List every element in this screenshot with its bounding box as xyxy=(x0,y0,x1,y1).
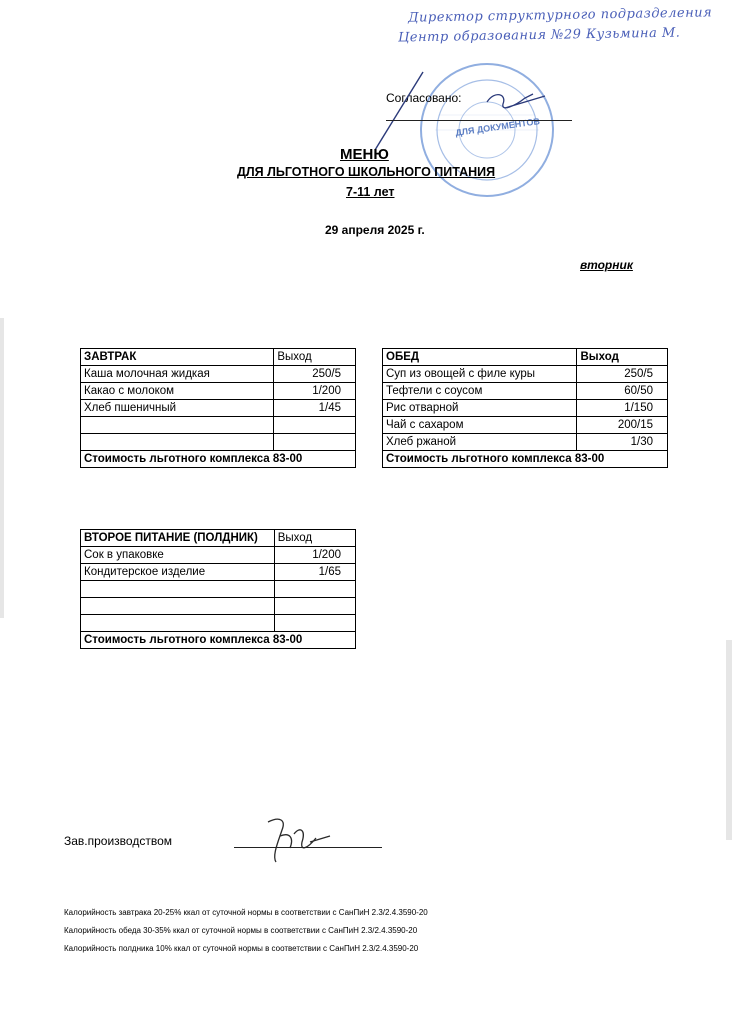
table-footer-row xyxy=(81,632,356,649)
table-row xyxy=(383,417,668,434)
table-row xyxy=(383,383,668,400)
table-row xyxy=(383,434,668,451)
dish-output xyxy=(274,434,356,451)
table-row xyxy=(383,366,668,383)
dish-name: Какао с молоком xyxy=(81,383,274,400)
table-row xyxy=(81,434,356,451)
dish-name: Кондитерское изделие xyxy=(81,564,275,581)
snack-cost: Стоимость льготного комплекса 83-00 xyxy=(81,632,356,649)
dish-name xyxy=(81,598,275,615)
dish-name: Каша молочная жидкая xyxy=(81,366,274,383)
dish-name xyxy=(81,615,275,632)
handwritten-approval-line-1: Директор структурного подразделения xyxy=(407,5,713,26)
dish-name: Чай с сахаром xyxy=(383,417,577,434)
dish-name: Сок в упаковке xyxy=(81,547,275,564)
lunch-cost: Стоимость льготного комплекса 83-00 xyxy=(383,451,668,468)
approval-label: Согласовано: xyxy=(386,91,462,105)
menu-date: 29 апреля 2025 г. xyxy=(325,223,425,237)
approval-signature-mark xyxy=(355,68,565,158)
table-row xyxy=(81,598,356,615)
production-manager-signature xyxy=(260,812,340,872)
table-row xyxy=(81,417,356,434)
dish-name: Суп из овощей с филе куры xyxy=(383,366,577,383)
dish-name xyxy=(81,417,274,434)
stamp-text: ДЛЯ ДОКУМЕНТОВ xyxy=(454,116,541,138)
dish-output: 250/5 xyxy=(577,366,668,383)
lunch-table xyxy=(382,348,668,468)
table-row xyxy=(81,383,356,400)
table-row xyxy=(81,564,356,581)
dish-output: 1/45 xyxy=(274,400,356,417)
dish-output: 200/15 xyxy=(577,417,668,434)
dish-output: 1/65 xyxy=(274,564,355,581)
dish-output xyxy=(274,598,355,615)
table-header-row xyxy=(81,530,356,547)
dish-output xyxy=(274,581,355,598)
dish-name: Тефтели с соусом xyxy=(383,383,577,400)
table-footer-row xyxy=(383,451,668,468)
age-group: 7-11 лет xyxy=(346,185,395,199)
menu-subtitle: ДЛЯ ЛЬГОТНОГО ШКОЛЬНОГО ПИТАНИЯ xyxy=(237,165,496,179)
table-row xyxy=(81,547,356,564)
dish-name: Хлеб пшеничный xyxy=(81,400,274,417)
table-row xyxy=(81,400,356,417)
dish-name xyxy=(81,581,275,598)
table-footer-row xyxy=(81,451,356,468)
scan-edge-left xyxy=(0,318,4,618)
menu-title: МЕНЮ xyxy=(340,146,389,163)
lunch-header: ОБЕД xyxy=(383,349,577,366)
table-row xyxy=(81,581,356,598)
dish-output: 1/30 xyxy=(577,434,668,451)
handwritten-approval-line-2: Центр образования №29 Кузьмина М. xyxy=(397,25,681,46)
dish-output: 1/200 xyxy=(274,383,356,400)
production-manager-label: Зав.производством xyxy=(64,834,172,848)
calorie-note-breakfast: Калорийность завтрака 20-25% ккал от суточной нормы в соответствии с СанПиН 2.3/2.4.3590-20 xyxy=(64,908,428,917)
production-manager-signature-line xyxy=(234,847,382,848)
dish-output xyxy=(274,417,356,434)
breakfast-output-header: Выход xyxy=(274,349,356,366)
dish-output xyxy=(274,615,355,632)
breakfast-header: ЗАВТРАК xyxy=(81,349,274,366)
snack-output-header: Выход xyxy=(274,530,355,547)
dish-output: 1/150 xyxy=(577,400,668,417)
approval-signature-line xyxy=(386,120,572,121)
table-row xyxy=(81,366,356,383)
dish-name: Рис отварной xyxy=(383,400,577,417)
dish-output: 60/50 xyxy=(577,383,668,400)
table-row xyxy=(383,400,668,417)
weekday: вторник xyxy=(580,258,633,272)
calorie-note-snack: Калорийность полдника 10% ккал от суточной нормы в соответствии с СанПиН 2.3/2.4.3590-20 xyxy=(64,944,419,953)
dish-name: Хлеб ржаной xyxy=(383,434,577,451)
table-row xyxy=(81,615,356,632)
calorie-note-lunch: Калорийность обеда 30-35% ккал от суточной нормы в соответствии с СанПиН 2.3/2.4.3590-20 xyxy=(64,926,418,935)
lunch-output-header: Выход xyxy=(577,349,668,366)
table-header-row xyxy=(81,349,356,366)
dish-output: 250/5 xyxy=(274,366,356,383)
breakfast-table xyxy=(80,348,356,468)
breakfast-cost: Стоимость льготного комплекса 83-00 xyxy=(81,451,356,468)
scan-edge-right xyxy=(726,640,732,840)
dish-output: 1/200 xyxy=(274,547,355,564)
snack-table xyxy=(80,529,356,649)
dish-name xyxy=(81,434,274,451)
table-header-row xyxy=(383,349,668,366)
snack-header: ВТОРОЕ ПИТАНИЕ (ПОЛДНИК) xyxy=(81,530,275,547)
